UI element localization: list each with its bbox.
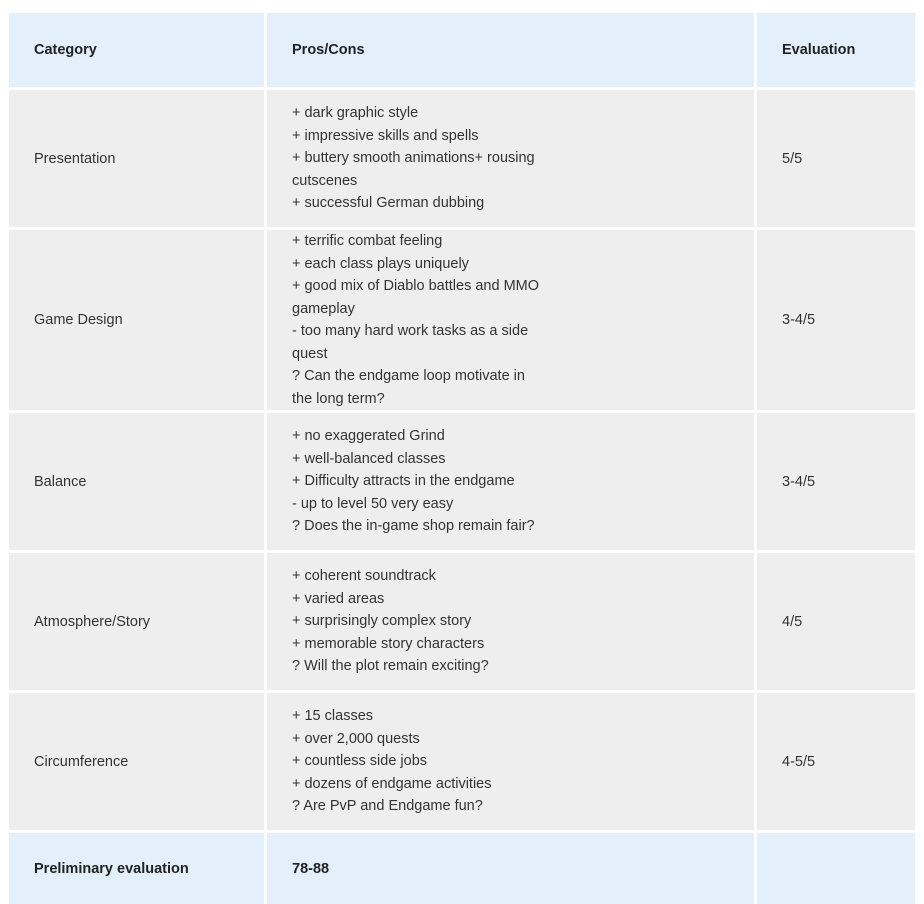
pros-cons-cell (264, 690, 757, 830)
pros-cons-line: + countless side jobs (292, 753, 428, 770)
pros-cons-line: ? Can the endgame loop motivate in the long term? (292, 368, 525, 407)
pros-cons-line: + coherent soundtrack (292, 568, 436, 585)
pros-cons-line: + varied areas (292, 590, 385, 607)
evaluation-cell: 4-5/5 (757, 690, 915, 830)
pros-cons-line: + terrific combat feeling (292, 233, 443, 249)
pros-cons-cell (264, 227, 757, 410)
header-pros-cons: Pros/Cons (264, 13, 757, 87)
evaluation-cell: 4/5 (757, 550, 915, 690)
pros-cons-line: - too many hard work tasks as a side quest (292, 323, 529, 362)
pros-cons-line: + buttery smooth animations+ rousing cutscenes (292, 150, 535, 189)
table-row (9, 410, 915, 550)
header-row (9, 13, 915, 87)
pros-cons-line: + impressive skills and spells (292, 127, 479, 144)
pros-cons-cell (264, 87, 757, 227)
pros-cons-line: + no exaggerated Grind (292, 428, 445, 445)
header-evaluation: Evaluation (757, 13, 915, 87)
pros-cons-line: + well-balanced classes (292, 450, 446, 467)
table-row (9, 227, 915, 410)
category-cell: Circumference (9, 690, 264, 830)
pros-cons-cell (264, 550, 757, 690)
pros-cons-line: + 15 classes (292, 708, 374, 725)
table-row (9, 87, 915, 227)
footer-score: 78-88 (264, 830, 757, 904)
pros-cons-line: + dark graphic style (292, 105, 419, 122)
pros-cons-line: ? Does the in-game shop remain fair? (292, 518, 535, 535)
pros-cons-line: + good mix of Diablo battles and MMO gameplay (292, 278, 540, 317)
header-category: Category (9, 13, 264, 87)
pros-cons-line: + memorable story characters (292, 635, 485, 652)
category-cell: Atmosphere/Story (9, 550, 264, 690)
category-cell: Presentation (9, 87, 264, 227)
evaluation-cell: 3-4/5 (757, 410, 915, 550)
pros-cons-line: ? Are PvP and Endgame fun? (292, 798, 483, 815)
pros-cons-line: + surprisingly complex story (292, 613, 472, 630)
footer-label: Preliminary evaluation (9, 830, 264, 904)
pros-cons-line: + dozens of endgame activities (292, 775, 492, 792)
category-cell: Balance (9, 410, 264, 550)
pros-cons-line: + Difficulty attracts in the endgame (292, 473, 515, 490)
review-table (9, 13, 915, 904)
footer-evaluation (757, 830, 915, 904)
table-row (9, 690, 915, 830)
evaluation-cell: 3-4/5 (757, 227, 915, 410)
pros-cons-line: + successful German dubbing (292, 195, 485, 212)
evaluation-cell: 5/5 (757, 87, 915, 227)
pros-cons-cell (264, 410, 757, 550)
footer-row (9, 830, 915, 904)
pros-cons-line: + over 2,000 quests (292, 730, 420, 747)
category-cell: Game Design (9, 227, 264, 410)
table-row (9, 550, 915, 690)
pros-cons-line: ? Will the plot remain exciting? (292, 658, 489, 675)
pros-cons-line: - up to level 50 very easy (292, 495, 454, 512)
pros-cons-line: + each class plays uniquely (292, 255, 469, 272)
